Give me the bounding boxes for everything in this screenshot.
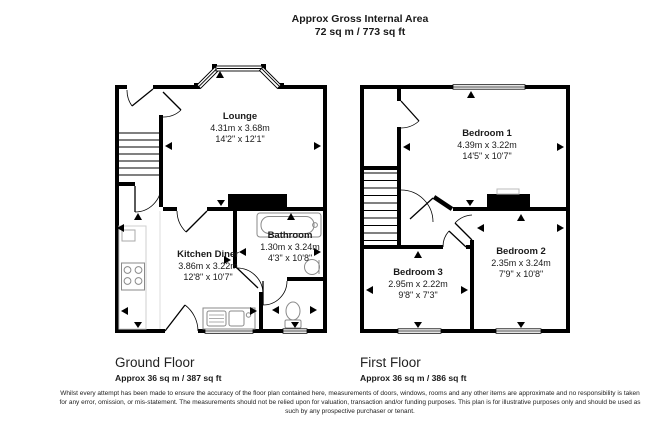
ground-floor-plan xyxy=(115,64,327,333)
hearth xyxy=(497,189,519,194)
header-line2: 72 sq m / 773 sq ft xyxy=(314,26,406,38)
room-label-bathroom: Bathroom 1.30m x 3.24m 4'3" x 10'8" xyxy=(260,230,320,263)
ground-floor-markers xyxy=(117,71,321,328)
ground-floor-title: Ground Floor Approx 36 sq m / 387 sq ft xyxy=(115,355,222,383)
landing-diagonal-wall xyxy=(434,197,452,209)
sink-fixture xyxy=(203,308,255,329)
stairs xyxy=(119,133,159,175)
gross-internal-area-header xyxy=(70,13,650,39)
header-line1: Approx Gross Internal Area xyxy=(291,13,429,25)
room-label-bedroom-2: Bedroom 2 2.35m x 3.24m 7'9" x 10'8" xyxy=(491,246,551,279)
stairs xyxy=(364,173,397,241)
room-label-kitchen-diner: Kitchen Diner 3.86m x 3.22m 12'8" x 10'7" xyxy=(177,249,239,282)
chimney-breast xyxy=(487,194,530,211)
bay-window xyxy=(197,66,281,89)
first-floor-doors xyxy=(401,101,472,247)
chimney-breast xyxy=(228,194,287,211)
room-label-bedroom-1: Bedroom 1 4.39m x 3.22m 14'5" x 10'7" xyxy=(457,128,517,161)
room-label-bedroom-3: Bedroom 3 2.95m x 2.22m 9'8" x 7'3" xyxy=(388,267,448,300)
first-floor-title: First Floor Approx 36 sq m / 386 sq ft xyxy=(360,355,467,383)
room-label-lounge: Lounge 4.31m x 3.68m 14'2" x 12'1" xyxy=(210,111,270,144)
ground-floor-walls xyxy=(115,64,327,333)
disclaimer-text: Whilst every attempt has been made to ensure the accuracy of the floor plan contained here, measurements of doors, windows, rooms and any other items are approximate and no responsibility is taken for any error, omission, or mis-statement. The measurements should not be relied upon for valuation, transaction and/or funding purposes. This plan is for illustrative purposes only and should be used as such by any prospective purchaser or tenant. xyxy=(59,390,641,416)
hob-fixture xyxy=(122,263,145,290)
